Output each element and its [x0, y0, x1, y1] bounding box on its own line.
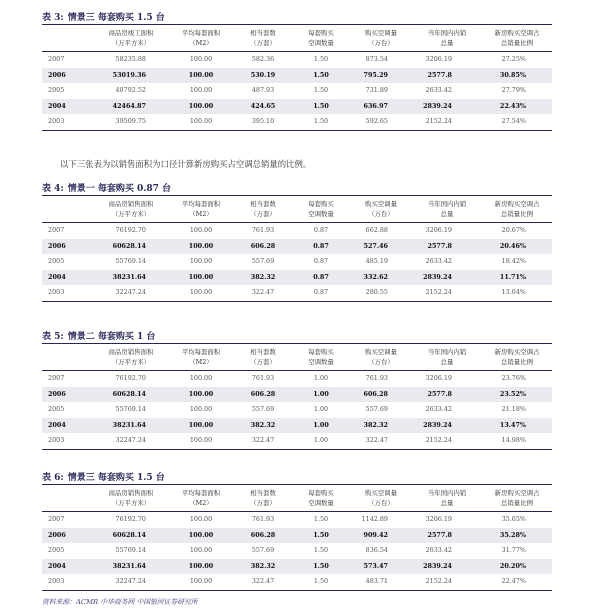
table-cell: 2577.8: [412, 239, 482, 255]
table-cell: 60628.14: [94, 387, 168, 403]
table-cell: 100.00: [189, 86, 213, 95]
table-cell: 2839.24: [412, 418, 482, 434]
table-cell: 424.65: [234, 99, 292, 115]
table-cell: 30.85%: [482, 68, 552, 84]
table-cell: 76192.70: [115, 374, 146, 382]
table-header-row: [42, 344, 552, 371]
table-cell: 55769.14: [115, 257, 146, 266]
table-cell: 395.10: [251, 117, 275, 126]
table-cell: 76192.70: [115, 515, 146, 523]
table-cell: 0.87: [313, 226, 329, 234]
row-year-cell: 2005: [48, 86, 65, 95]
table-cell: 32247.24: [115, 577, 146, 586]
column-header: 购买空调量 （万台）: [350, 344, 412, 371]
column-header: 每套购买 空调数量: [292, 25, 350, 52]
table-cell: 2577.8: [412, 68, 482, 84]
column-header: 相当套数 （万套）: [234, 485, 292, 512]
row-year-cell: 2007: [48, 55, 65, 63]
table-cell: 322.47: [251, 436, 275, 445]
table-cell: 582.36: [251, 55, 275, 63]
column-header: 新房购买空调占 总销量比例: [482, 344, 552, 371]
table-row: [42, 270, 552, 286]
table-cell: 1.50: [292, 528, 350, 544]
table-cell: 557.69: [365, 405, 388, 414]
table-row: [42, 239, 552, 255]
table-cell: 20.20%: [482, 559, 552, 575]
table-cell: 3206.19: [425, 374, 452, 382]
table-cell: 18.42%: [501, 257, 526, 266]
table-cell: 100.00: [168, 418, 234, 434]
table-cell: 2839.24: [412, 99, 482, 115]
table-cell: 32247.24: [115, 436, 146, 445]
column-header: [42, 196, 94, 223]
table-cell: 32247.24: [115, 288, 146, 297]
table-header-row: [42, 196, 552, 223]
table-caption-label: 表 4:: [42, 184, 64, 194]
table-cell: 55769.14: [115, 405, 146, 414]
column-header: 购买空调量 （万台）: [350, 196, 412, 223]
table-cell: 35.28%: [482, 528, 552, 544]
table-cell: 55769.14: [115, 546, 146, 555]
table-cell: 60628.14: [94, 239, 168, 255]
table-cell: 873.54: [365, 55, 388, 63]
table-cell: 487.93: [251, 86, 275, 95]
table-cell: 0.87: [292, 239, 350, 255]
row-year-cell: 2005: [48, 257, 65, 266]
table-cell: 731.89: [365, 86, 388, 95]
table-caption-text: 情景三 每套购买 1.5 台: [67, 13, 165, 23]
source-note: 资料来源：ACMR 中华商务网 中国银河证券研究所: [42, 598, 198, 606]
table-cell: 332.62: [350, 270, 412, 286]
table-cell: 909.42: [350, 528, 412, 544]
table-row: [42, 512, 552, 528]
table-row: [42, 528, 552, 544]
column-header: 相当套数 （万套）: [234, 25, 292, 52]
table-cell: 2152.24: [425, 577, 452, 586]
table-cell: 1.50: [292, 559, 350, 575]
row-year-cell: 2005: [48, 546, 65, 555]
table-row: [42, 418, 552, 434]
table-cell: 485.19: [365, 257, 388, 266]
table-row: [42, 433, 552, 449]
table-cell: 100.00: [189, 374, 213, 382]
column-header: 新房购买空调占 总销量比例: [482, 196, 552, 223]
table-cell: 761.93: [251, 374, 275, 382]
table-cell: 60628.14: [94, 528, 168, 544]
table-cell: 27.25%: [501, 55, 526, 63]
table-cell: 48792.52: [115, 86, 146, 95]
column-header: [42, 344, 94, 371]
table-cell: 35.65%: [501, 515, 526, 523]
table-cell: 606.28: [350, 387, 412, 403]
table-cell: 100.00: [189, 117, 213, 126]
table-cell: 761.93: [365, 374, 388, 382]
table-caption: [42, 472, 552, 484]
table-cell: 100.00: [189, 405, 213, 414]
table-cell: 14.98%: [501, 436, 526, 445]
table-cell: 100.00: [168, 239, 234, 255]
column-header: 新房购买空调占 总销量比例: [482, 485, 552, 512]
row-year-cell: 2004: [42, 270, 94, 286]
row-year-cell: 2007: [48, 374, 65, 382]
table-block-5: [42, 331, 552, 450]
table-cell: 0.87: [313, 257, 329, 266]
table-cell: 13.47%: [482, 418, 552, 434]
table-caption: [42, 183, 552, 195]
table-cell: 606.28: [234, 387, 292, 403]
row-year-cell: 2007: [48, 515, 65, 523]
table-cell: 1.50: [313, 577, 329, 586]
table-cell: 20.67%: [501, 226, 526, 234]
table-cell: 23.52%: [482, 387, 552, 403]
table-cell: 592.65: [365, 117, 388, 126]
table-row: [42, 114, 552, 130]
table-cell: 1.50: [313, 55, 329, 63]
table-row: [42, 543, 552, 559]
table-caption-text: 情景三 每套购买 1.5 台: [67, 473, 165, 483]
table-cell: 2577.8: [412, 387, 482, 403]
body-paragraph: 以下三张表为以销售面积为口径计算新房购买占空调总销量的比例。: [60, 159, 312, 169]
row-year-cell: 2007: [48, 226, 65, 234]
row-year-cell: 2003: [48, 577, 65, 586]
table-row: [42, 402, 552, 418]
table-cell: 2633.42: [425, 86, 452, 95]
row-year-cell: 2003: [48, 288, 65, 297]
table-cell: 280.55: [365, 288, 388, 297]
column-header: 每套购买 空调数量: [292, 196, 350, 223]
column-header: 商品房销售面积 （万平方米）: [94, 344, 168, 371]
table-cell: 100.00: [189, 257, 213, 266]
table-cell: 1.00: [313, 405, 329, 414]
table-cell: 31.77%: [501, 546, 526, 555]
column-header: 每套购买 空调数量: [292, 485, 350, 512]
table-row: [42, 223, 552, 239]
table-cell: 322.47: [365, 436, 388, 445]
table-cell: 2577.8: [412, 528, 482, 544]
table-cell: 100.00: [168, 559, 234, 575]
table-cell: 0.87: [292, 270, 350, 286]
table-cell: 557.69: [251, 405, 275, 414]
column-header: 当年国内内销 总量: [412, 485, 482, 512]
table-cell: 21.18%: [501, 405, 526, 414]
column-header: 当年国内内销 总量: [412, 25, 482, 52]
table-cell: 382.32: [234, 559, 292, 575]
table-cell: 761.93: [251, 226, 275, 234]
table-cell: 22.43%: [482, 99, 552, 115]
table-cell: 2839.24: [412, 270, 482, 286]
table-row: [42, 83, 552, 99]
table-caption: [42, 12, 552, 24]
table-cell: 483.71: [365, 577, 388, 586]
row-year-cell: 2005: [48, 405, 65, 414]
table-cell: 100.00: [168, 528, 234, 544]
table-cell: 1.50: [292, 99, 350, 115]
table-cell: 382.32: [234, 418, 292, 434]
column-header: 购买空调量 （万台）: [350, 25, 412, 52]
table-row: [42, 254, 552, 270]
table-cell: 1.50: [313, 117, 329, 126]
table-row: [42, 559, 552, 575]
table-cell: 1142.89: [361, 515, 388, 523]
table-cell: 636.97: [350, 99, 412, 115]
table-cell: 1.50: [313, 86, 329, 95]
table-header-row: [42, 485, 552, 512]
table-cell: 39509.75: [115, 117, 146, 126]
column-header: 当年国内内销 总量: [412, 344, 482, 371]
data-table: [42, 195, 552, 302]
table-cell: 3206.19: [425, 226, 452, 234]
table-cell: 100.00: [168, 99, 234, 115]
column-header: 相当套数 （万套）: [234, 196, 292, 223]
table-cell: 795.29: [350, 68, 412, 84]
table-cell: 1.00: [313, 436, 329, 445]
table-cell: 2839.24: [412, 559, 482, 575]
table-row: [42, 387, 552, 403]
column-header: 商品房销售面积 （万平方米）: [94, 485, 168, 512]
table-cell: 100.00: [168, 270, 234, 286]
table-cell: 27.79%: [501, 86, 526, 95]
table-cell: 11.71%: [482, 270, 552, 286]
table-cell: 38231.64: [94, 418, 168, 434]
table-row: [42, 52, 552, 68]
table-header-row: [42, 25, 552, 52]
row-year-cell: 2006: [42, 528, 94, 544]
table-cell: 100.00: [168, 387, 234, 403]
table-row: [42, 99, 552, 115]
table-cell: 322.47: [251, 577, 275, 586]
table-cell: 1.50: [313, 546, 329, 555]
table-row: [42, 574, 552, 590]
column-header: 平均每套面积 （M2）: [168, 485, 234, 512]
column-header: [42, 25, 94, 52]
table-cell: 100.00: [189, 288, 213, 297]
table-caption-label: 表 3:: [42, 13, 64, 23]
table-row: [42, 371, 552, 387]
column-header: 平均每套面积 （M2）: [168, 344, 234, 371]
table-caption-text: 情景二 每套购买 1 台: [67, 332, 156, 342]
table-cell: 20.46%: [482, 239, 552, 255]
row-year-cell: 2004: [42, 559, 94, 575]
table-cell: 2633.42: [425, 257, 452, 266]
column-header: 商品房销售面积 （万平方米）: [94, 196, 168, 223]
row-year-cell: 2003: [48, 117, 65, 126]
table-cell: 2152.24: [425, 288, 452, 297]
table-cell: 27.54%: [501, 117, 526, 126]
table-cell: 22.47%: [501, 577, 526, 586]
table-cell: 662.88: [365, 226, 388, 234]
column-header: 购买空调量 （万台）: [350, 485, 412, 512]
table-cell: 2633.42: [425, 405, 452, 414]
row-year-cell: 2004: [42, 99, 94, 115]
table-cell: 13.04%: [501, 288, 526, 297]
table-cell: 0.87: [313, 288, 329, 297]
table-caption-label: 表 5:: [42, 332, 64, 342]
table-cell: 606.28: [234, 239, 292, 255]
column-header: 平均每套面积 （M2）: [168, 196, 234, 223]
table-cell: 606.28: [234, 528, 292, 544]
table-cell: 527.46: [350, 239, 412, 255]
table-cell: 530.19: [234, 68, 292, 84]
table-cell: 23.76%: [501, 374, 526, 382]
table-cell: 58235.88: [115, 55, 146, 63]
table-cell: 2633.42: [425, 546, 452, 555]
column-header: 每套购买 空调数量: [292, 344, 350, 371]
table-caption-label: 表 6:: [42, 473, 64, 483]
table-cell: 100.00: [189, 515, 213, 523]
column-header: 相当套数 （万套）: [234, 344, 292, 371]
table-cell: 53019.36: [94, 68, 168, 84]
table-cell: 38231.64: [94, 559, 168, 575]
table-cell: 761.93: [251, 515, 275, 523]
table-cell: 76192.70: [115, 226, 146, 234]
row-year-cell: 2006: [42, 68, 94, 84]
table-cell: 573.47: [350, 559, 412, 575]
data-table: [42, 24, 552, 131]
table-cell: 2152.24: [425, 117, 452, 126]
table-cell: 100.00: [189, 226, 213, 234]
table-cell: 1.50: [292, 68, 350, 84]
column-header: 商品房竣工面积 （万平方米）: [94, 25, 168, 52]
column-header: 新房购买空调占 总销量比例: [482, 25, 552, 52]
table-cell: 1.00: [292, 387, 350, 403]
table-cell: 100.00: [189, 55, 213, 63]
table-cell: 3206.19: [425, 515, 452, 523]
table-cell: 38231.64: [94, 270, 168, 286]
table-block-3: [42, 12, 552, 131]
table-cell: 557.69: [251, 257, 275, 266]
table-caption-text: 情景一 每套购买 0.87 台: [67, 184, 172, 194]
table-cell: 1.00: [292, 418, 350, 434]
table-cell: 1.00: [313, 374, 329, 382]
table-cell: 382.32: [350, 418, 412, 434]
table-cell: 322.47: [251, 288, 275, 297]
table-cell: 100.00: [168, 68, 234, 84]
table-cell: 382.32: [234, 270, 292, 286]
table-cell: 42464.87: [94, 99, 168, 115]
data-table: [42, 343, 552, 450]
row-year-cell: 2006: [42, 239, 94, 255]
table-block-4: [42, 183, 552, 302]
table-cell: 557.69: [251, 546, 275, 555]
row-year-cell: 2004: [42, 418, 94, 434]
table-block-6: [42, 472, 552, 591]
table-cell: 1.50: [313, 515, 329, 523]
column-header: [42, 485, 94, 512]
table-caption: [42, 331, 552, 343]
table-cell: 100.00: [189, 436, 213, 445]
table-cell: 836.54: [365, 546, 388, 555]
column-header: 当年国内内销 总量: [412, 196, 482, 223]
row-year-cell: 2003: [48, 436, 65, 445]
table-row: [42, 68, 552, 84]
table-row: [42, 285, 552, 301]
table-cell: 2152.24: [425, 436, 452, 445]
row-year-cell: 2006: [42, 387, 94, 403]
data-table: [42, 484, 552, 591]
column-header: 平均每套面积 （M2）: [168, 25, 234, 52]
table-cell: 3206.19: [425, 55, 452, 63]
table-cell: 100.00: [189, 546, 213, 555]
table-cell: 100.00: [189, 577, 213, 586]
